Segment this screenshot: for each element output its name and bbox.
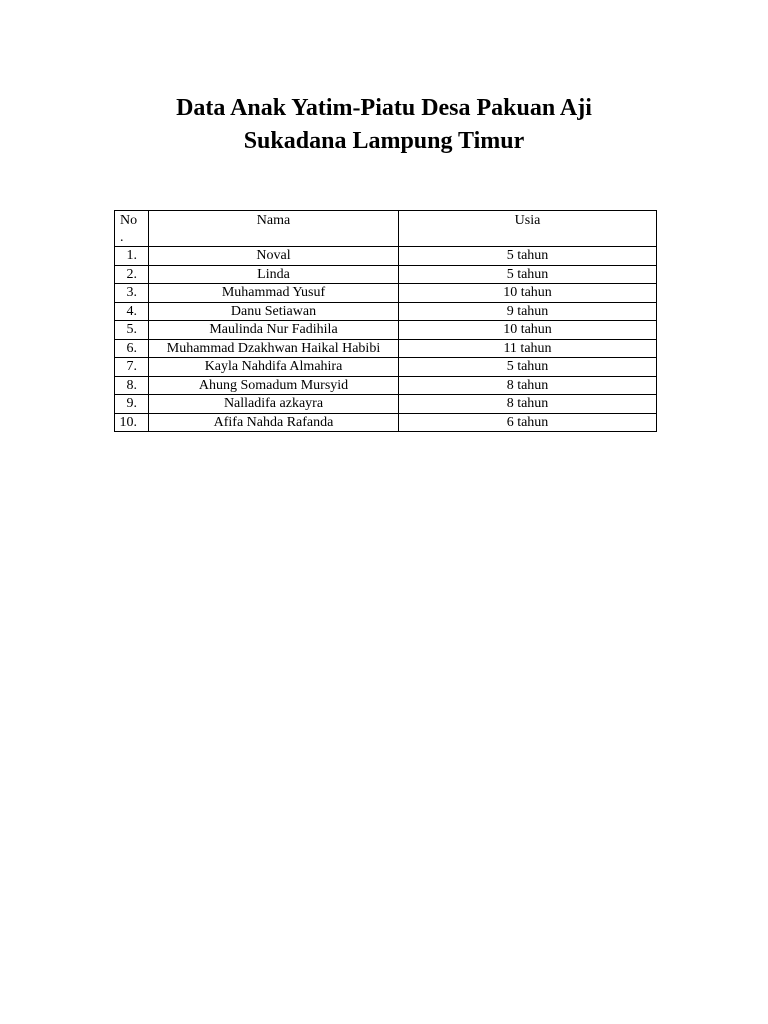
row-number: 8. (115, 376, 149, 395)
row-number: 6. (115, 339, 149, 358)
row-name: Maulinda Nur Fadihila (149, 321, 399, 340)
row-name: Ahung Somadum Mursyid (149, 376, 399, 395)
title-line-1: Data Anak Yatim-Piatu Desa Pakuan Aji (176, 95, 592, 121)
header-no-text: No (120, 213, 138, 228)
table-row (115, 358, 657, 377)
page-title (0, 92, 768, 158)
row-name: Nalladifa azkayra (149, 395, 399, 414)
header-no (115, 211, 149, 247)
table-row (115, 376, 657, 395)
table-header-row (115, 211, 657, 247)
row-number: 1. (115, 247, 149, 266)
row-age: 9 tahun (399, 302, 657, 321)
table-row (115, 284, 657, 303)
table-row (115, 247, 657, 266)
row-age: 5 tahun (399, 247, 657, 266)
row-name: Muhammad Dzakhwan Haikal Habibi (149, 339, 399, 358)
row-name: Noval (149, 247, 399, 266)
row-age: 8 tahun (399, 395, 657, 414)
row-name: Afifa Nahda Rafanda (149, 413, 399, 432)
row-number: 5. (115, 321, 149, 340)
row-number: 4. (115, 302, 149, 321)
table-row (115, 302, 657, 321)
header-usia: Usia (399, 211, 657, 247)
row-name: Linda (149, 265, 399, 284)
header-nama: Nama (149, 211, 399, 247)
table-row (115, 413, 657, 432)
row-age: 8 tahun (399, 376, 657, 395)
table-row (115, 395, 657, 414)
row-name: Kayla Nahdifa Almahira (149, 358, 399, 377)
row-name: Danu Setiawan (149, 302, 399, 321)
row-number: 9. (115, 395, 149, 414)
row-number: 3. (115, 284, 149, 303)
orphan-data-table (114, 210, 657, 432)
table-row (115, 265, 657, 284)
row-age: 6 tahun (399, 413, 657, 432)
table-row (115, 321, 657, 340)
row-age: 5 tahun (399, 358, 657, 377)
title-line-2: Sukadana Lampung Timur (243, 128, 525, 154)
row-age: 11 tahun (399, 339, 657, 358)
header-no-period: . (120, 230, 124, 245)
row-number: 2. (115, 265, 149, 284)
table-row (115, 339, 657, 358)
row-name: Muhammad Yusuf (149, 284, 399, 303)
row-age: 10 tahun (399, 321, 657, 340)
row-number: 7. (115, 358, 149, 377)
row-age: 10 tahun (399, 284, 657, 303)
row-age: 5 tahun (399, 265, 657, 284)
row-number: 10. (115, 413, 149, 432)
